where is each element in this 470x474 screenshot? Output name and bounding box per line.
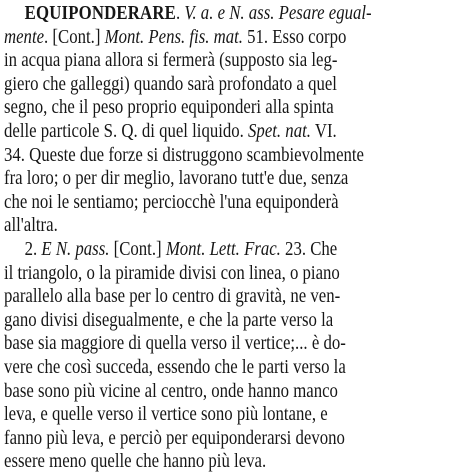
quotation-text: delle particole S. Q. di quel liquido.: [4, 120, 249, 142]
text-run: 23. Che: [280, 238, 338, 260]
entry-line-18: [4, 403, 401, 427]
entry-line-8: [4, 167, 401, 191]
quotation-text: essere meno quelle che hanno più leva.: [4, 451, 267, 473]
quotation-text: che noi le sentiamo; perciocchè l'una equiponderà: [4, 191, 339, 213]
quotation-text: fra loro; o per dir meglio, lavorano tutt'e due, senza: [4, 168, 349, 190]
text-run: VI.: [310, 120, 337, 142]
text-run: 51. Esso corpo: [242, 26, 347, 48]
quotation-text: base sono più vicine al centro, onde hanno manco: [4, 380, 338, 402]
text-run: [Cont.]: [109, 238, 166, 260]
entry-line-1: [4, 2, 401, 26]
entry-line-12: [4, 262, 401, 286]
text-run: .: [175, 3, 185, 24]
entry-line-14: [4, 309, 401, 333]
dictionary-entry: [4, 2, 466, 474]
grammatical-definition: V. a. e N. ass. Pesare egual-: [184, 3, 372, 24]
entry-line-17: [4, 380, 401, 404]
entry-line-9: [4, 191, 401, 215]
entry-line-2: [4, 26, 401, 50]
quotation-text: in acqua piana allora si fermerà (supposto sia leg-: [4, 50, 338, 72]
quotation-text: gano divisi disegualmente, e che la parte verso la: [4, 309, 334, 331]
entry-line-15: [4, 332, 401, 356]
entry-line-7: [4, 144, 401, 168]
entry-line-16: [4, 356, 401, 380]
entry-line-20: [4, 450, 401, 474]
entry-line-3: [4, 49, 401, 73]
quotation-text: il triangolo, o la piramide divisi con linea, o piano: [4, 262, 340, 284]
entry-line-11: [4, 238, 401, 262]
quotation-text: 34. Queste due forze si distruggono scambievolmente: [4, 144, 365, 166]
entry-line-6: [4, 120, 401, 144]
quotation-text: segno, che il peso proprio equiponderi alla spinta: [4, 97, 334, 119]
quotation-text: leva, e quelle verso il vertice sono più lontane, e: [4, 404, 328, 426]
quotation-text: giero che galleggi) quando sarà profondato a quel: [4, 73, 337, 95]
quotation-text: parallelo alla base per lo centro di gravità, ne ven-: [4, 286, 341, 308]
quotation-text: base sia maggiore di quella verso il vertice;... è do-: [4, 333, 346, 355]
text-run: . [Cont.]: [44, 26, 105, 48]
headword: EQUIPONDERARE: [24, 3, 176, 24]
grammatical-definition: E N. pass.: [41, 238, 110, 260]
entry-line-10: [4, 214, 401, 238]
entry-line-5: [4, 96, 401, 120]
citation-source: Mont. Pens. fis. mat.: [104, 26, 243, 48]
quotation-text: fanno più leva, e perciò per equiponderarsi devono: [4, 427, 345, 449]
entry-line-4: [4, 73, 401, 97]
definition-text: mente: [4, 26, 45, 48]
citation-source: Mont. Lett. Frac.: [165, 238, 281, 260]
quotation-text: all'altra.: [4, 215, 58, 237]
entry-line-19: [4, 427, 401, 451]
entry-line-13: [4, 285, 401, 309]
quotation-text: vere che così succeda, essendo che le parti verso la: [4, 356, 346, 378]
sense-number: 2.: [24, 238, 42, 260]
citation-source: Spet. nat.: [248, 120, 311, 142]
